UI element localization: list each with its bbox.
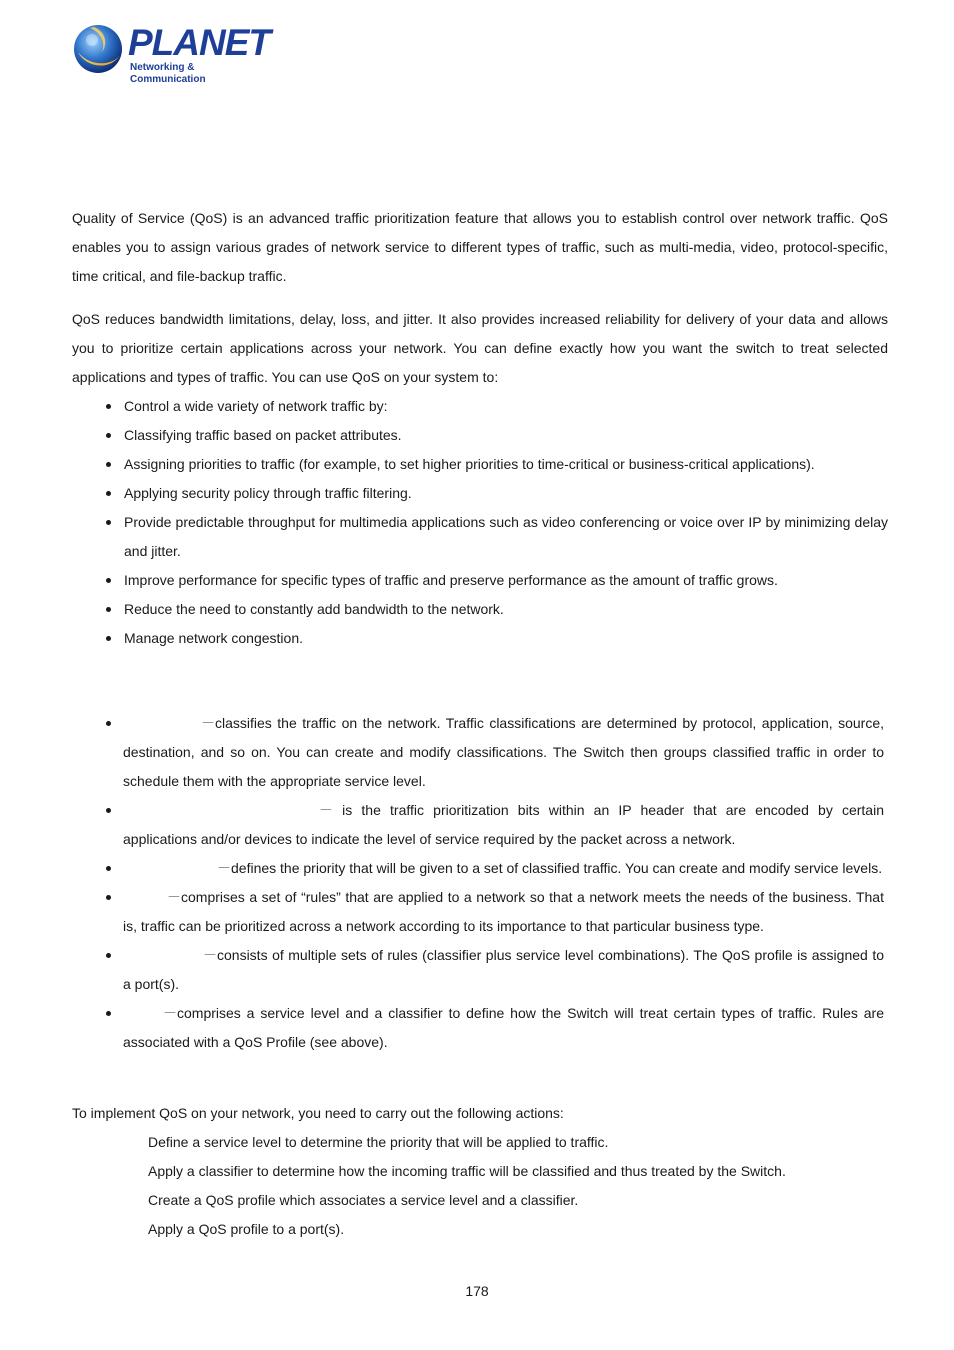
logo-wordmark: PLANET: [128, 22, 270, 63]
list-item: Apply a classifier to determine how the incoming traffic will be classified and thus treated by the Switch.: [148, 1163, 786, 1179]
term-classifier: －classifies the traffic on the network. Traffic classifications are determined by protocol, application, source, destination, and so on. You can create and modify classifications. The Switch then groups classified traffic in order to schedule them with the appropriate service level.: [72, 709, 884, 796]
list-item: Control a wide variety of network traffic by:: [72, 392, 888, 421]
term-rules: －comprises a service level and a classifier to define how the Switch will treat certain types of traffic. Rules are associated with a QoS Profile (see above).: [72, 999, 884, 1057]
list-item: Manage network congestion.: [72, 624, 888, 653]
list-item: Improve performance for specific types of traffic and preserve performance as the amount of traffic grows.: [72, 566, 888, 595]
term-dscp: － is the traffic prioritization bits within an IP header that are encoded by certain applications and/or devices to indicate the level of service required by the packet across a network.: [72, 796, 884, 854]
list-item: Apply a QoS profile to a port(s).: [148, 1221, 345, 1237]
implement-steps-list: [148, 1128, 868, 1244]
list-item: Classifying traffic based on packet attributes.: [72, 421, 888, 450]
list-item: Define a service level to determine the priority that will be applied to traffic.: [148, 1134, 609, 1150]
bullet-icon: [106, 636, 111, 641]
bullet-icon: [106, 433, 111, 438]
list-item: Provide predictable throughput for multimedia applications such as video conferencing or voice over IP by minimizing delay and jitter.: [72, 508, 888, 566]
logo-tagline: Networking & Communication: [130, 62, 206, 85]
term-service-level: －defines the priority that will be given to a set of classified traffic. You can create and modify service levels.: [72, 854, 884, 883]
term-policy: －comprises a set of “rules” that are applied to a network so that a network meets the needs of the business. That is, traffic can be prioritized across a network according to its importance to that particular business type.: [72, 883, 884, 941]
bullet-icon: [106, 721, 111, 726]
bullet-icon: [106, 607, 111, 612]
qos-terms-list: [72, 709, 884, 1057]
list-item: Assigning priorities to traffic (for example, to set higher priorities to time-critical or business-critical applications).: [72, 450, 888, 479]
bullet-icon: [106, 462, 111, 467]
implement-intro: To implement QoS on your network, you need to carry out the following actions:: [72, 1105, 564, 1121]
term-qos-profile: －consists of multiple sets of rules (classifier plus service level combinations). The QoS profile is assigned to a port(s).: [72, 941, 884, 999]
intro-paragraph-2: QoS reduces bandwidth limitations, delay, loss, and jitter. It also provides increased reliability for delivery of your data and allows you to prioritize certain applications across your network. You can define exactly how you want the switch to treat selected applications and types of traffic. You can use QoS on your system to:: [72, 311, 888, 385]
qos-uses-list: [72, 392, 888, 653]
bullet-icon: [106, 953, 111, 958]
intro-paragraph-1: Quality of Service (QoS) is an advanced traffic prioritization feature that allows you to establish control over network traffic. QoS enables you to assign various grades of network service to different types of traffic, such as multi-media, video, protocol-specific, time critical, and file-backup traffic.: [72, 210, 888, 284]
page-number: 178: [465, 1283, 489, 1299]
bullet-icon: [106, 866, 111, 871]
list-item: Create a QoS profile which associates a service level and a classifier.: [148, 1192, 579, 1208]
bullet-icon: [106, 578, 111, 583]
bullet-icon: [106, 491, 111, 496]
planet-logo: [72, 22, 272, 85]
list-item: Reduce the need to constantly add bandwidth to the network.: [72, 595, 888, 624]
bullet-icon: [106, 404, 111, 409]
bullet-icon: [106, 520, 111, 525]
bullet-icon: [106, 1011, 111, 1016]
globe-logo-icon: [72, 22, 126, 76]
bullet-icon: [106, 808, 111, 813]
bullet-icon: [106, 895, 111, 900]
list-item: Applying security policy through traffic filtering.: [72, 479, 888, 508]
